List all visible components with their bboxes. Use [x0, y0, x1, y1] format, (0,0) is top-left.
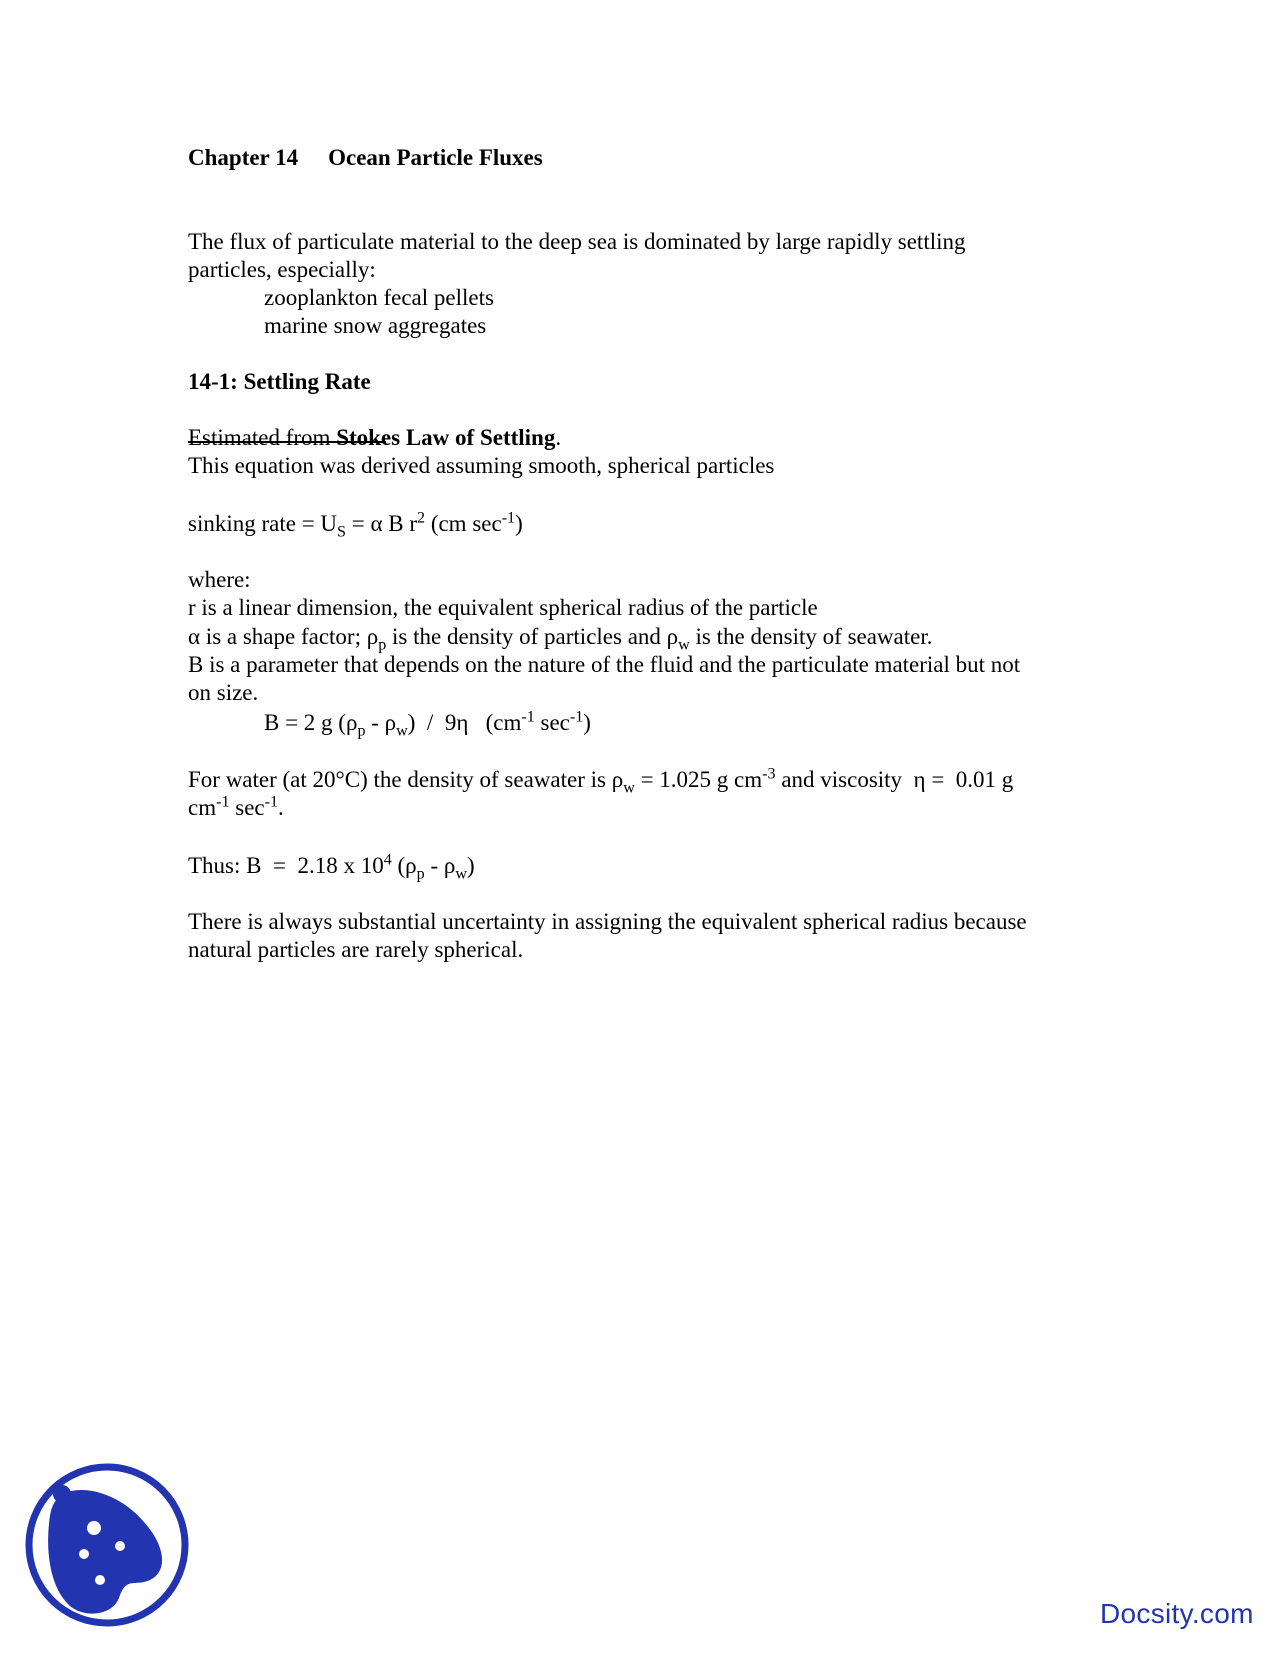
intro-line-2: particles, especially: [188, 257, 376, 282]
derived-line: This equation was derived assuming smooth, spherical particles [188, 453, 775, 478]
chapter-heading [188, 144, 543, 172]
sinking-rate-equation: sinking rate = $U_S = \alpha$ B $r^2$ (cm $\sec^{-1}$) [188, 509, 523, 541]
alpha-definition: α is a shape factor; $\rho_p$ is the density of particles and $\rho_w$ is the density of seawater. [188, 624, 933, 654]
r-definition: r is a linear dimension, the equivalent spherical radius of the particle [188, 595, 818, 620]
chapter-number: Chapter 14 [188, 145, 299, 170]
docsity-logo-icon[interactable] [22, 1460, 192, 1630]
section-title: 14-1: Settling Rate [188, 369, 371, 394]
list-item: zooplankton fecal pellets [264, 285, 494, 310]
chapter-title: Ocean Particle Fluxes [328, 145, 543, 170]
b-definition-line-2: on size. [188, 680, 259, 705]
water-line-2: $cm^{-1}$ $\sec^{-1}$. [188, 793, 284, 820]
water-line-1: For water (at 20°C) the density of seawater is $\rho_w = 1.025$ g $cm^{-3}$ and viscosity η = 0.01 g [188, 765, 1014, 797]
stokes-law-term: Stokes Law of Settling [336, 425, 556, 450]
estimated-line: Estimated from Stokes Law of Settling. [188, 425, 562, 450]
where-label: where: [188, 567, 251, 592]
docsity-brand-link[interactable]: Docsity.com [1100, 1598, 1254, 1629]
b-definition-line-1: B is a parameter that depends on the nature of the fluid and the particulate material but not [188, 652, 1021, 677]
closing-line-1: There is always substantial uncertainty in assigning the equivalent spherical radius because [188, 909, 1027, 934]
intro-line-1: The flux of particulate material to the deep sea is dominated by large rapidly settling [188, 229, 966, 254]
list-item: marine snow aggregates [264, 313, 487, 338]
b-equation: B = 2 g $(\rho_p - \rho_w) / 9\eta$ ($cm^{-1}$ $\sec^{-1}$) [264, 708, 591, 740]
closing-line-2: natural particles are rarely spherical. [188, 937, 524, 962]
thus-equation: Thus: B = 2.18 x $10^4$ $(\rho_p - \rho_w)$ [188, 851, 475, 883]
